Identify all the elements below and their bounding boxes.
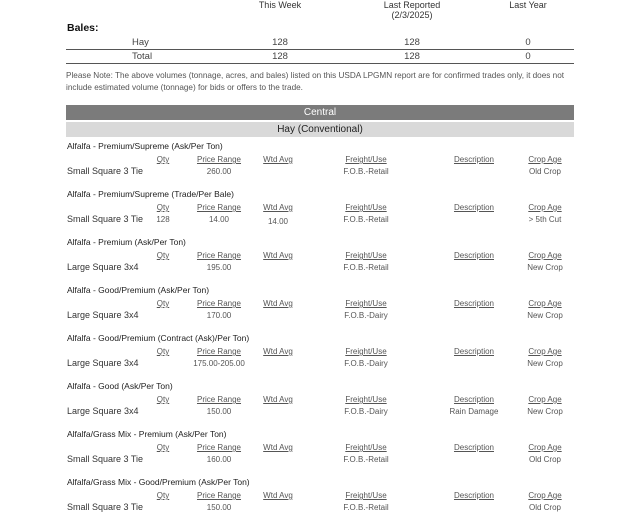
col-header-wtd-avg: Wtd Avg	[263, 347, 293, 356]
summary-row-label: Total	[132, 51, 153, 62]
col-last-reported-date: (2/3/2025)	[391, 10, 433, 20]
hay-entry	[0, 381, 640, 429]
col-header-price-range: Price Range	[196, 203, 242, 212]
entry-crop-age: New Crop	[527, 263, 563, 272]
col-header-qty: Qty	[156, 491, 170, 500]
col-header-description: Description	[453, 491, 494, 500]
entry-crop-age: > 5th Cut	[528, 215, 562, 224]
entry-freight: F.O.B.-Dairy	[344, 407, 388, 416]
col-header-crop-age: Crop Age	[528, 299, 562, 308]
entry-description: Rain Damage	[449, 407, 499, 416]
hay-entry	[0, 429, 640, 477]
col-header-qty: Qty	[156, 251, 170, 260]
col-header-crop-age: Crop Age	[528, 491, 562, 500]
summary-last-reported: 128	[404, 37, 420, 48]
col-header-wtd-avg: Wtd Avg	[263, 155, 293, 164]
entry-price-range: 175.00-205.00	[193, 359, 245, 368]
col-header-description: Description	[453, 299, 494, 308]
col-header-price-range: Price Range	[196, 347, 242, 356]
summary-last-reported: 128	[404, 51, 420, 62]
col-header-description: Description	[453, 251, 494, 260]
entry-title: Alfalfa/Grass Mix - Premium (Ask/Per Ton)	[67, 429, 227, 439]
col-header-crop-age: Crop Age	[528, 347, 562, 356]
entry-package: Small Square 3 Tie	[67, 454, 144, 464]
col-header-qty: Qty	[156, 347, 170, 356]
col-header-wtd-avg: Wtd Avg	[263, 443, 293, 452]
region-banner: Central	[66, 105, 574, 120]
col-header-freight: Freight/Use	[345, 251, 387, 260]
col-header-wtd-avg: Wtd Avg	[263, 491, 293, 500]
col-header-qty: Qty	[156, 155, 170, 164]
entry-title: Alfalfa - Good (Ask/Per Ton)	[67, 381, 173, 391]
col-header-crop-age: Crop Age	[528, 155, 562, 164]
col-header-freight: Freight/Use	[345, 155, 387, 164]
col-header-qty: Qty	[156, 395, 170, 404]
summary-row-label: Hay	[132, 37, 149, 48]
entry-title: Alfalfa - Premium/Supreme (Trade/Per Bale)	[67, 189, 234, 199]
col-header-freight: Freight/Use	[345, 395, 387, 404]
col-header-price-range: Price Range	[196, 299, 242, 308]
entry-price-range: 170.00	[206, 311, 232, 320]
entry-crop-age: Old Crop	[528, 503, 561, 512]
volume-note: Please Note: The above volumes (tonnage, acres, and bales) listed on this USDA LPGMN report are for confirmed trades only, it does not include estimated volume (tonnage) for bids or offers to the trade.	[66, 71, 565, 92]
hay-entry	[0, 333, 640, 381]
entry-package: Large Square 3x4	[67, 262, 139, 272]
col-last-reported-header	[372, 0, 452, 20]
col-header-price-range: Price Range	[196, 443, 242, 452]
entry-package: Large Square 3x4	[67, 310, 139, 320]
entry-crop-age: Old Crop	[528, 455, 561, 464]
col-header-crop-age: Crop Age	[528, 443, 562, 452]
entry-price-range: 150.00	[206, 503, 232, 512]
col-header-description: Description	[453, 443, 494, 452]
col-header-freight: Freight/Use	[345, 347, 387, 356]
entry-title: Alfalfa - Premium/Supreme (Ask/Per Ton)	[67, 141, 223, 151]
entry-title: Alfalfa - Premium (Ask/Per Ton)	[67, 237, 186, 247]
entry-freight: F.O.B.-Retail	[343, 263, 389, 272]
col-header-crop-age: Crop Age	[528, 395, 562, 404]
hay-entry	[0, 477, 640, 525]
col-last-reported-label: Last Reported	[383, 0, 441, 10]
entry-wtd-avg: 14.00	[267, 217, 289, 226]
entry-freight: F.O.B.-Retail	[343, 215, 389, 224]
entry-package: Large Square 3x4	[67, 406, 139, 416]
col-header-description: Description	[453, 347, 494, 356]
hay-entry	[0, 189, 640, 237]
col-header-price-range: Price Range	[196, 395, 242, 404]
col-header-freight: Freight/Use	[345, 491, 387, 500]
entry-freight: F.O.B.-Retail	[343, 503, 389, 512]
col-header-description: Description	[453, 203, 494, 212]
col-header-price-range: Price Range	[196, 251, 242, 260]
entry-freight: F.O.B.-Dairy	[344, 359, 388, 368]
entry-title: Alfalfa/Grass Mix - Good/Premium (Ask/Per Ton)	[67, 477, 250, 487]
entry-package: Large Square 3x4	[67, 358, 139, 368]
col-header-wtd-avg: Wtd Avg	[263, 395, 293, 404]
entry-package: Small Square 3 Tie	[67, 214, 144, 224]
entry-crop-age: New Crop	[527, 311, 563, 320]
col-header-wtd-avg: Wtd Avg	[263, 251, 293, 260]
summary-bottom-divider	[66, 63, 574, 64]
entry-package: Small Square 3 Tie	[67, 502, 144, 512]
entry-crop-age: New Crop	[527, 359, 563, 368]
col-header-freight: Freight/Use	[345, 203, 387, 212]
col-header-description: Description	[453, 155, 494, 164]
col-header-qty: Qty	[156, 299, 170, 308]
col-header-freight: Freight/Use	[345, 443, 387, 452]
bales-section-label: Bales:	[67, 22, 99, 34]
entry-price-range: 150.00	[206, 407, 232, 416]
entry-qty: 128	[156, 215, 170, 224]
entry-freight: F.O.B.-Retail	[343, 167, 389, 176]
col-header-crop-age: Crop Age	[528, 203, 562, 212]
entry-freight: F.O.B.-Dairy	[344, 311, 388, 320]
entry-price-range: 160.00	[206, 455, 232, 464]
summary-last-year: 0	[525, 51, 531, 62]
entry-price-range: 260.00	[206, 167, 232, 176]
entry-package: Small Square 3 Tie	[67, 166, 144, 176]
summary-this-week: 128	[272, 37, 288, 48]
col-header-wtd-avg: Wtd Avg	[263, 299, 293, 308]
col-header-price-range: Price Range	[196, 491, 242, 500]
entry-crop-age: New Crop	[527, 407, 563, 416]
entry-price-range: 14.00	[208, 215, 230, 224]
col-header-freight: Freight/Use	[345, 299, 387, 308]
summary-last-year: 0	[525, 37, 531, 48]
col-header-wtd-avg: Wtd Avg	[263, 203, 293, 212]
hay-entry	[0, 237, 640, 285]
summary-this-week: 128	[272, 51, 288, 62]
summary-row-hay	[66, 35, 574, 49]
entry-title: Alfalfa - Good/Premium (Contract (Ask)/Per Ton)	[67, 333, 250, 343]
col-header-price-range: Price Range	[196, 155, 242, 164]
entry-crop-age: Old Crop	[528, 167, 561, 176]
col-header-description: Description	[453, 395, 494, 404]
hay-entry	[0, 285, 640, 333]
entry-price-range: 195.00	[206, 263, 232, 272]
col-header-qty: Qty	[156, 443, 170, 452]
subregion-banner: Hay (Conventional)	[66, 122, 574, 137]
entry-title: Alfalfa - Good/Premium (Ask/Per Ton)	[67, 285, 210, 295]
col-header-crop-age: Crop Age	[528, 251, 562, 260]
hay-entry	[0, 141, 640, 189]
entry-freight: F.O.B.-Retail	[343, 455, 389, 464]
summary-row-total	[66, 49, 574, 63]
col-this-week-header: This Week	[258, 0, 302, 10]
col-header-qty: Qty	[156, 203, 170, 212]
col-last-year-header: Last Year	[509, 0, 547, 10]
